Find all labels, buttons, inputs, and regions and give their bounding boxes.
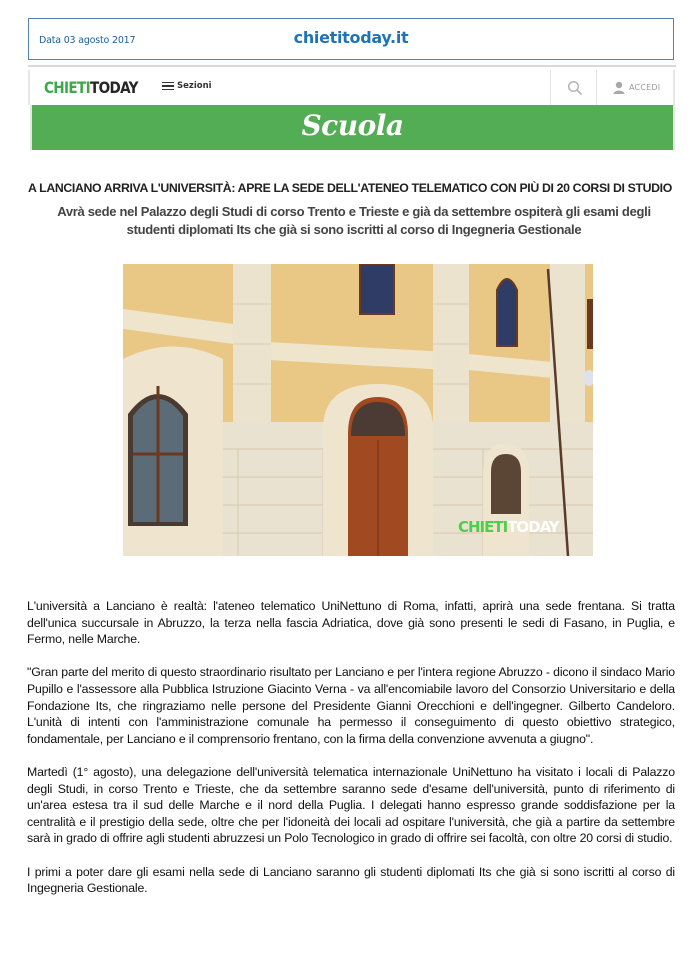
login-button[interactable] bbox=[613, 81, 660, 94]
clipping-source-site: chietitoday.it bbox=[293, 28, 409, 47]
article-body bbox=[27, 598, 675, 913]
clipping-date: Data 03 agosto 2017 bbox=[39, 35, 136, 46]
article-photo bbox=[123, 264, 593, 556]
separator-line bbox=[28, 65, 676, 67]
login-label: ACCEDI bbox=[629, 83, 661, 92]
watermark-part-today: TODAY bbox=[507, 518, 559, 536]
section-title: Scuola bbox=[301, 109, 404, 142]
user-icon bbox=[613, 81, 625, 94]
article-paragraph: Martedì (1° agosto), una delegazione dell'università telematica internazionale UniNettuno ha visitato i locali di Palazzo degli Studi, in corso Trento e Trieste, che da settembre saranno sede d'esame dell'università, punto di riferimento di un'area estesa tra il sud delle Marche e il nord della Puglia. I delegati hanno espresso grande soddisfazione per la centralità e il prestigio della sede, oltre che per l'idoneità dei locali ad ospitare l'università, che già a partire da settembre sarà in grado di offrire agli studenti abruzzesi un Polo Tecnologico in grado di offrire sei facoltà, con oltre 20 corsi di studio. bbox=[27, 764, 675, 846]
sections-menu-button[interactable] bbox=[162, 81, 212, 91]
logo-part-today: TODAY bbox=[89, 78, 138, 97]
search-button[interactable] bbox=[567, 80, 583, 96]
article-paragraph: L'università a Lanciano è realtà: l'ateneo telematico UniNettuno di Roma, infatti, aprirà una sede frentana. Si tratta dell'unica succursale in Abruzzo, la terza nella fascia Adriatica, dove già sono presenti le sedi di Fasano, in Puglia, e Fermo, nelle Marche. bbox=[27, 599, 675, 647]
site-navbar bbox=[28, 70, 675, 105]
article-headline: A LANCIANO ARRIVA L'UNIVERSITÀ: APRE LA SEDE DELL'ATENEO TELEMATICO CON PIÙ DI 20 CORSI DI STUDIO bbox=[28, 181, 672, 195]
sections-menu-label: Sezioni bbox=[177, 81, 212, 91]
section-banner bbox=[30, 105, 675, 150]
watermark-part-chieti: CHIETI bbox=[458, 518, 508, 536]
navbar-divider bbox=[550, 70, 551, 105]
clipping-header bbox=[28, 18, 674, 60]
article-paragraph: I primi a poter dare gli esami nella sede di Lanciano saranno gli studenti diplomati Its che già si sono iscritti al corso di Ingegneria Gestionale. bbox=[27, 864, 675, 896]
hamburger-icon bbox=[162, 82, 174, 91]
navbar-divider bbox=[596, 70, 597, 105]
logo-part-chieti: CHIETI bbox=[44, 78, 90, 97]
building-facade-image bbox=[123, 264, 593, 556]
article-paragraph: "Gran parte del merito di questo straordinario risultato per Lanciano e per l'intera regione Abruzzo - dicono il sindaco Mario Pupillo e l'assessore alla Pubblica Istruzione Giacinto Verna - va all'encomiabile lavoro del Consorzio Universitario e della Fondazione Its, che ringraziamo nelle persone del Presidente Gianni Orecchioni e dell'ingegner. Gilberto Candeloro. L'unità di intenti con l'amministrazione comunale ha permesso il conseguimento di questo obiettivo strategico, fondamentale, per Lanciano e il comprensorio frentano, con la firma della convenzione avvenuta a giugno". bbox=[27, 665, 675, 746]
site-logo[interactable] bbox=[44, 78, 138, 97]
article-subtitle: Avrà sede nel Palazzo degli Studi di corso Trento e Trieste e già da settembre ospiterà gli esami degli studenti diplomati Its che già si sono iscritti al corso di Ingegneria Gestionale bbox=[57, 204, 651, 237]
search-icon bbox=[567, 80, 583, 96]
photo-watermark bbox=[458, 518, 561, 536]
